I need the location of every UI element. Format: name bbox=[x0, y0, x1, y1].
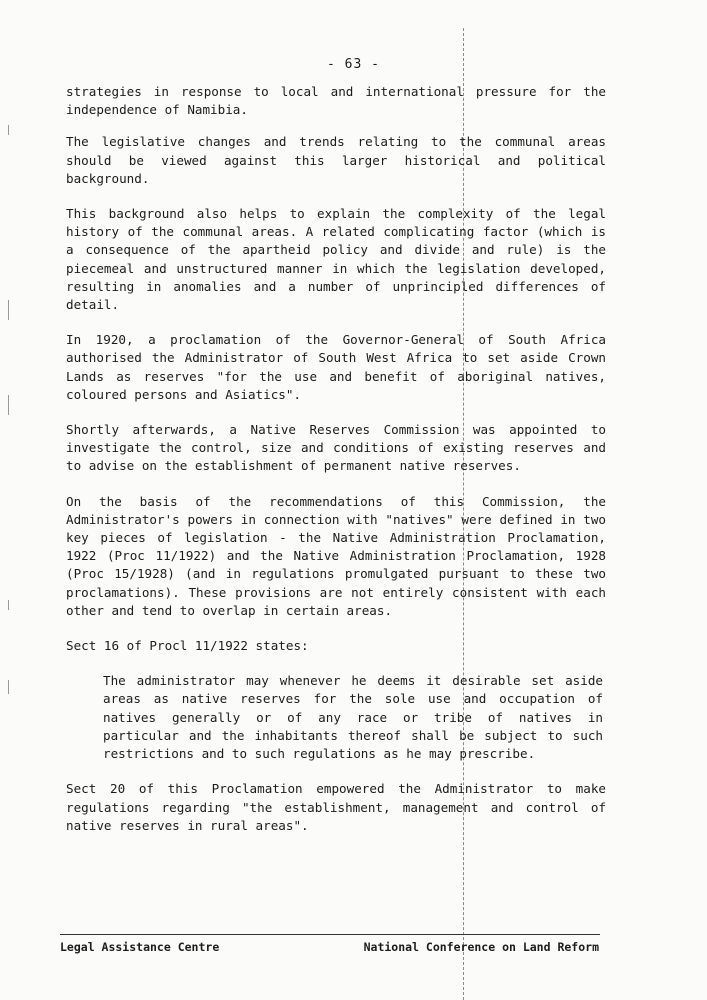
paragraph: Shortly afterwards, a Native Reserves Commission was appointed to investigate the control, size and conditions of existing reserves and to advise on the establishment of permanent native reserves. bbox=[66, 422, 606, 474]
paragraph: This background also helps to explain the complexity of the legal history of the communal areas. A related complicating factor (which is a consequence of the apartheid policy and divide and rule) is the piecemeal and unstructured manner in which the legislation developed, resulting in anomalies and a number of unprincipled differences of detail. bbox=[66, 206, 606, 313]
paragraph: Sect 20 of this Proclamation empowered the Administrator to make regulations regarding "the establishment, management and control of native reserves in rural areas". bbox=[66, 781, 606, 833]
footer-left-text: Legal Assistance Centre bbox=[60, 940, 220, 954]
margin-mark bbox=[8, 125, 19, 135]
footer-divider bbox=[60, 934, 600, 935]
page-number: - 63 - bbox=[327, 57, 380, 72]
paragraph: On the basis of the recommendations of this Commission, the Administrator's powers in connection with "natives" were defined in two key pieces of legislation - the Native Administration Proclamation, 1922 (Proc 11/1922) and the Native Administration Proclamation, 1928 (Proc 15/1928) (and in regulations promulgated pursuant to these two proclamations). These provisions are not entirely consistent with each other and tend to overlap in certain areas. bbox=[66, 493, 606, 618]
body-text bbox=[66, 83, 606, 852]
margin-mark bbox=[8, 300, 19, 320]
paragraph: The legislative changes and trends relating to the communal areas should be viewed against this larger historical and political background. bbox=[66, 134, 606, 186]
margin-mark bbox=[8, 680, 19, 694]
paragraph: strategies in response to local and international pressure for the independence of Namibia. bbox=[66, 84, 606, 118]
block-quote: The administrator may whenever he deems it desirable set aside areas as native reserves for the sole use and occupation of natives generally or of any race or tribe of natives in particular and the inhabitants thereof shall be subject to such restrictions and to such regulations as he may prescribe. bbox=[103, 673, 603, 762]
paragraph: Sect 16 of Procl 11/1922 states: bbox=[66, 638, 309, 654]
paragraph: In 1920, a proclamation of the Governor-General of South Africa authorised the Administrator of South West Africa to set aside Crown Lands as reserves "for the use and benefit of aboriginal natives, coloured persons and Asiatics". bbox=[66, 332, 606, 402]
margin-mark bbox=[8, 395, 19, 415]
footer-right-text: National Conference on Land Reform bbox=[363, 940, 599, 954]
margin-mark bbox=[8, 600, 19, 610]
